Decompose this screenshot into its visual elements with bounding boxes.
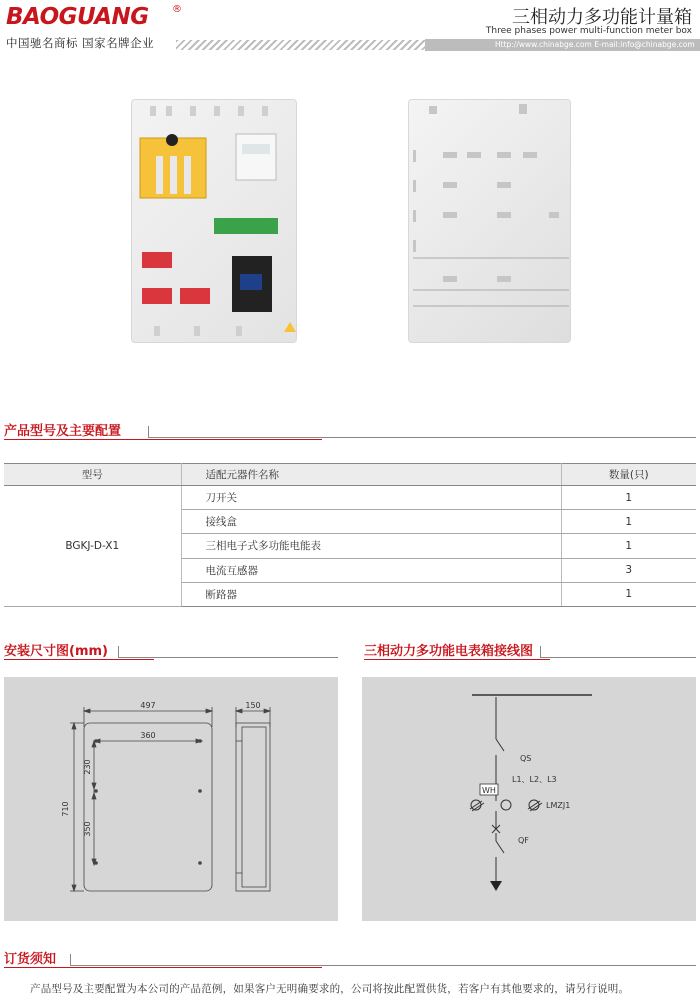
section-title-config: 产品型号及主要配置 <box>4 424 122 439</box>
component-name: 三相电子式多功能电能表 <box>181 534 561 558</box>
table-row <box>4 486 696 510</box>
col-header-component: 适配元器件名称 <box>181 464 561 486</box>
config-table <box>4 463 696 607</box>
table-header-row <box>4 464 696 486</box>
col-header-qty: 数量(只) <box>561 464 696 486</box>
component-name: 断路器 <box>181 582 561 606</box>
component-name: 接线盒 <box>181 510 561 534</box>
component-qty: 3 <box>561 558 696 582</box>
model-cell: BGKJ-D-X1 <box>4 486 181 607</box>
section-underline <box>4 439 322 440</box>
section-underline <box>4 967 322 968</box>
section-underline <box>4 659 154 660</box>
brand-logo: BAOGUANG <box>6 4 149 30</box>
section-divider <box>540 646 696 658</box>
registered-mark: ® <box>172 4 182 15</box>
dim-segment-upper: 230 <box>83 759 92 775</box>
dim-height: 710 <box>61 801 70 817</box>
label-ct: LMZJ1 <box>546 801 571 810</box>
brand-slogan: 中国驰名商标 国家名牌企业 <box>6 36 155 50</box>
component-qty: 1 <box>561 582 696 606</box>
label-qs: QS <box>520 754 532 763</box>
section-divider <box>148 426 696 438</box>
col-header-model: 型号 <box>4 464 181 486</box>
section-title-wiring: 三相动力多功能电表箱接线图 <box>364 644 534 659</box>
page-title: 三相动力多功能计量箱 <box>512 7 692 28</box>
component-qty: 1 <box>561 510 696 534</box>
component-qty: 1 <box>561 534 696 558</box>
label-wh: WH <box>482 786 496 795</box>
product-photo-open <box>131 99 297 343</box>
section-title-ordering: 订货须知 <box>4 952 57 967</box>
dim-width: 497 <box>140 701 156 710</box>
dim-depth: 150 <box>245 701 261 710</box>
dim-segment-lower: 350 <box>83 821 92 837</box>
wiring-diagram <box>362 677 696 921</box>
page-subtitle: Three phases power multi-function meter box <box>485 26 692 36</box>
product-photo-closed <box>408 99 571 343</box>
section-title-dimensions: 安装尺寸图(mm) <box>4 644 108 659</box>
contact-bar: Http://www.chinabge.com E-mail:info@chinabge.com <box>425 39 700 51</box>
dim-hole-span: 360 <box>140 731 156 740</box>
label-qf: QF <box>518 836 529 845</box>
component-name: 电流互感器 <box>181 558 561 582</box>
section-underline <box>364 659 550 660</box>
section-divider <box>70 954 696 966</box>
section-divider <box>118 646 338 658</box>
dimension-drawing <box>4 677 338 921</box>
ordering-note: 产品型号及主要配置为本公司的产品范例，如果客户无明确要求的，公司将按此配置供货，若客户有其他要求的，请另行说明。 <box>30 983 630 995</box>
component-name: 刀开关 <box>181 486 561 510</box>
label-phases: L1、L2、L3 <box>512 775 557 784</box>
component-qty: 1 <box>561 486 696 510</box>
